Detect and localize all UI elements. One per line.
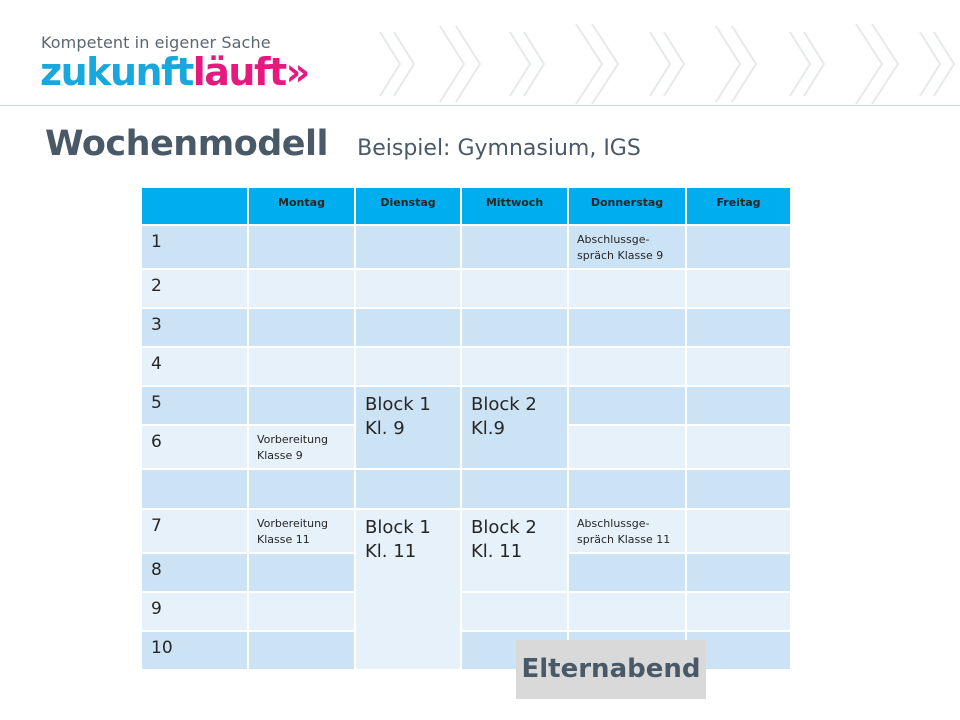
block-line: Block 2 (471, 394, 537, 415)
cell-abschlussgespraech-9: Abschlussge-spräch Klasse 9 (568, 225, 686, 269)
cell-block2-kl9 (461, 386, 568, 469)
period-number: 9 (141, 592, 248, 631)
tagline: Kompetent in eigener Sache (41, 33, 271, 52)
cell (461, 308, 568, 347)
cell (568, 553, 686, 592)
cell (568, 469, 686, 509)
cell (686, 469, 791, 509)
elternabend-label: Elternabend (516, 640, 706, 699)
week-schedule-table (140, 186, 792, 671)
period-number: 5 (141, 386, 248, 425)
cell (686, 425, 791, 469)
cell-block1-kl9 (355, 386, 461, 469)
cell (355, 225, 461, 269)
cell (686, 308, 791, 347)
cell (568, 425, 686, 469)
period-number: 2 (141, 269, 248, 308)
cell (248, 308, 355, 347)
cell (686, 592, 791, 631)
cell (248, 386, 355, 425)
cell-vorbereitung-11: Vorbereitung Klasse 11 (248, 509, 355, 553)
cell (686, 225, 791, 269)
period-number: 8 (141, 553, 248, 592)
cell (355, 469, 461, 509)
block-line: Block 1 (365, 517, 431, 538)
title-row (45, 124, 641, 164)
cell (686, 386, 791, 425)
period-number: 10 (141, 631, 248, 670)
cell (461, 347, 568, 386)
brand-logo (40, 48, 309, 96)
period-number (141, 469, 248, 509)
header-montag: Montag (248, 187, 355, 225)
cell (686, 347, 791, 386)
cell (461, 269, 568, 308)
cell (248, 347, 355, 386)
cell (461, 225, 568, 269)
logo-text-zukunft: zukunft (40, 50, 193, 94)
header-banner (0, 0, 960, 106)
cell (568, 347, 686, 386)
header-mittwoch: Mittwoch (461, 187, 568, 225)
page-subtitle: Beispiel: Gymnasium, IGS (357, 136, 641, 161)
period-number: 3 (141, 308, 248, 347)
cell-block1-kl11 (355, 509, 461, 670)
cell (461, 469, 568, 509)
cell (568, 269, 686, 308)
cell (248, 631, 355, 670)
period-number: 6 (141, 425, 248, 469)
cell (248, 225, 355, 269)
cell-vorbereitung-9: Vorbereitung Klasse 9 (248, 425, 355, 469)
block-line: Block 2 (471, 517, 537, 538)
cell (248, 553, 355, 592)
cell (461, 592, 568, 631)
header-freitag: Freitag (686, 187, 791, 225)
cell-block2-kl11 (461, 509, 568, 592)
cell (355, 347, 461, 386)
chevron-pattern-icon (360, 22, 960, 106)
cell (686, 269, 791, 308)
header-donnerstag: Donnerstag (568, 187, 686, 225)
period-number: 1 (141, 225, 248, 269)
period-number: 7 (141, 509, 248, 553)
header-dienstag: Dienstag (355, 187, 461, 225)
period-number: 4 (141, 347, 248, 386)
corner-header (141, 187, 248, 225)
block-line: Block 1 (365, 394, 431, 415)
block-line: Kl. 11 (365, 541, 417, 562)
cell (686, 509, 791, 553)
block-line: Kl. 11 (471, 541, 523, 562)
logo-text-laeuft: läuft» (192, 50, 309, 94)
cell (686, 553, 791, 592)
cell (248, 592, 355, 631)
cell (355, 269, 461, 308)
page-title: Wochenmodell (45, 124, 329, 164)
block-line: Kl.9 (471, 418, 505, 439)
cell (355, 308, 461, 347)
block-line: Kl. 9 (365, 418, 405, 439)
cell (568, 592, 686, 631)
cell (248, 469, 355, 509)
cell-abschlussgespraech-11: Abschlussge-spräch Klasse 11 (568, 509, 686, 553)
cell (568, 308, 686, 347)
cell (248, 269, 355, 308)
cell (568, 386, 686, 425)
